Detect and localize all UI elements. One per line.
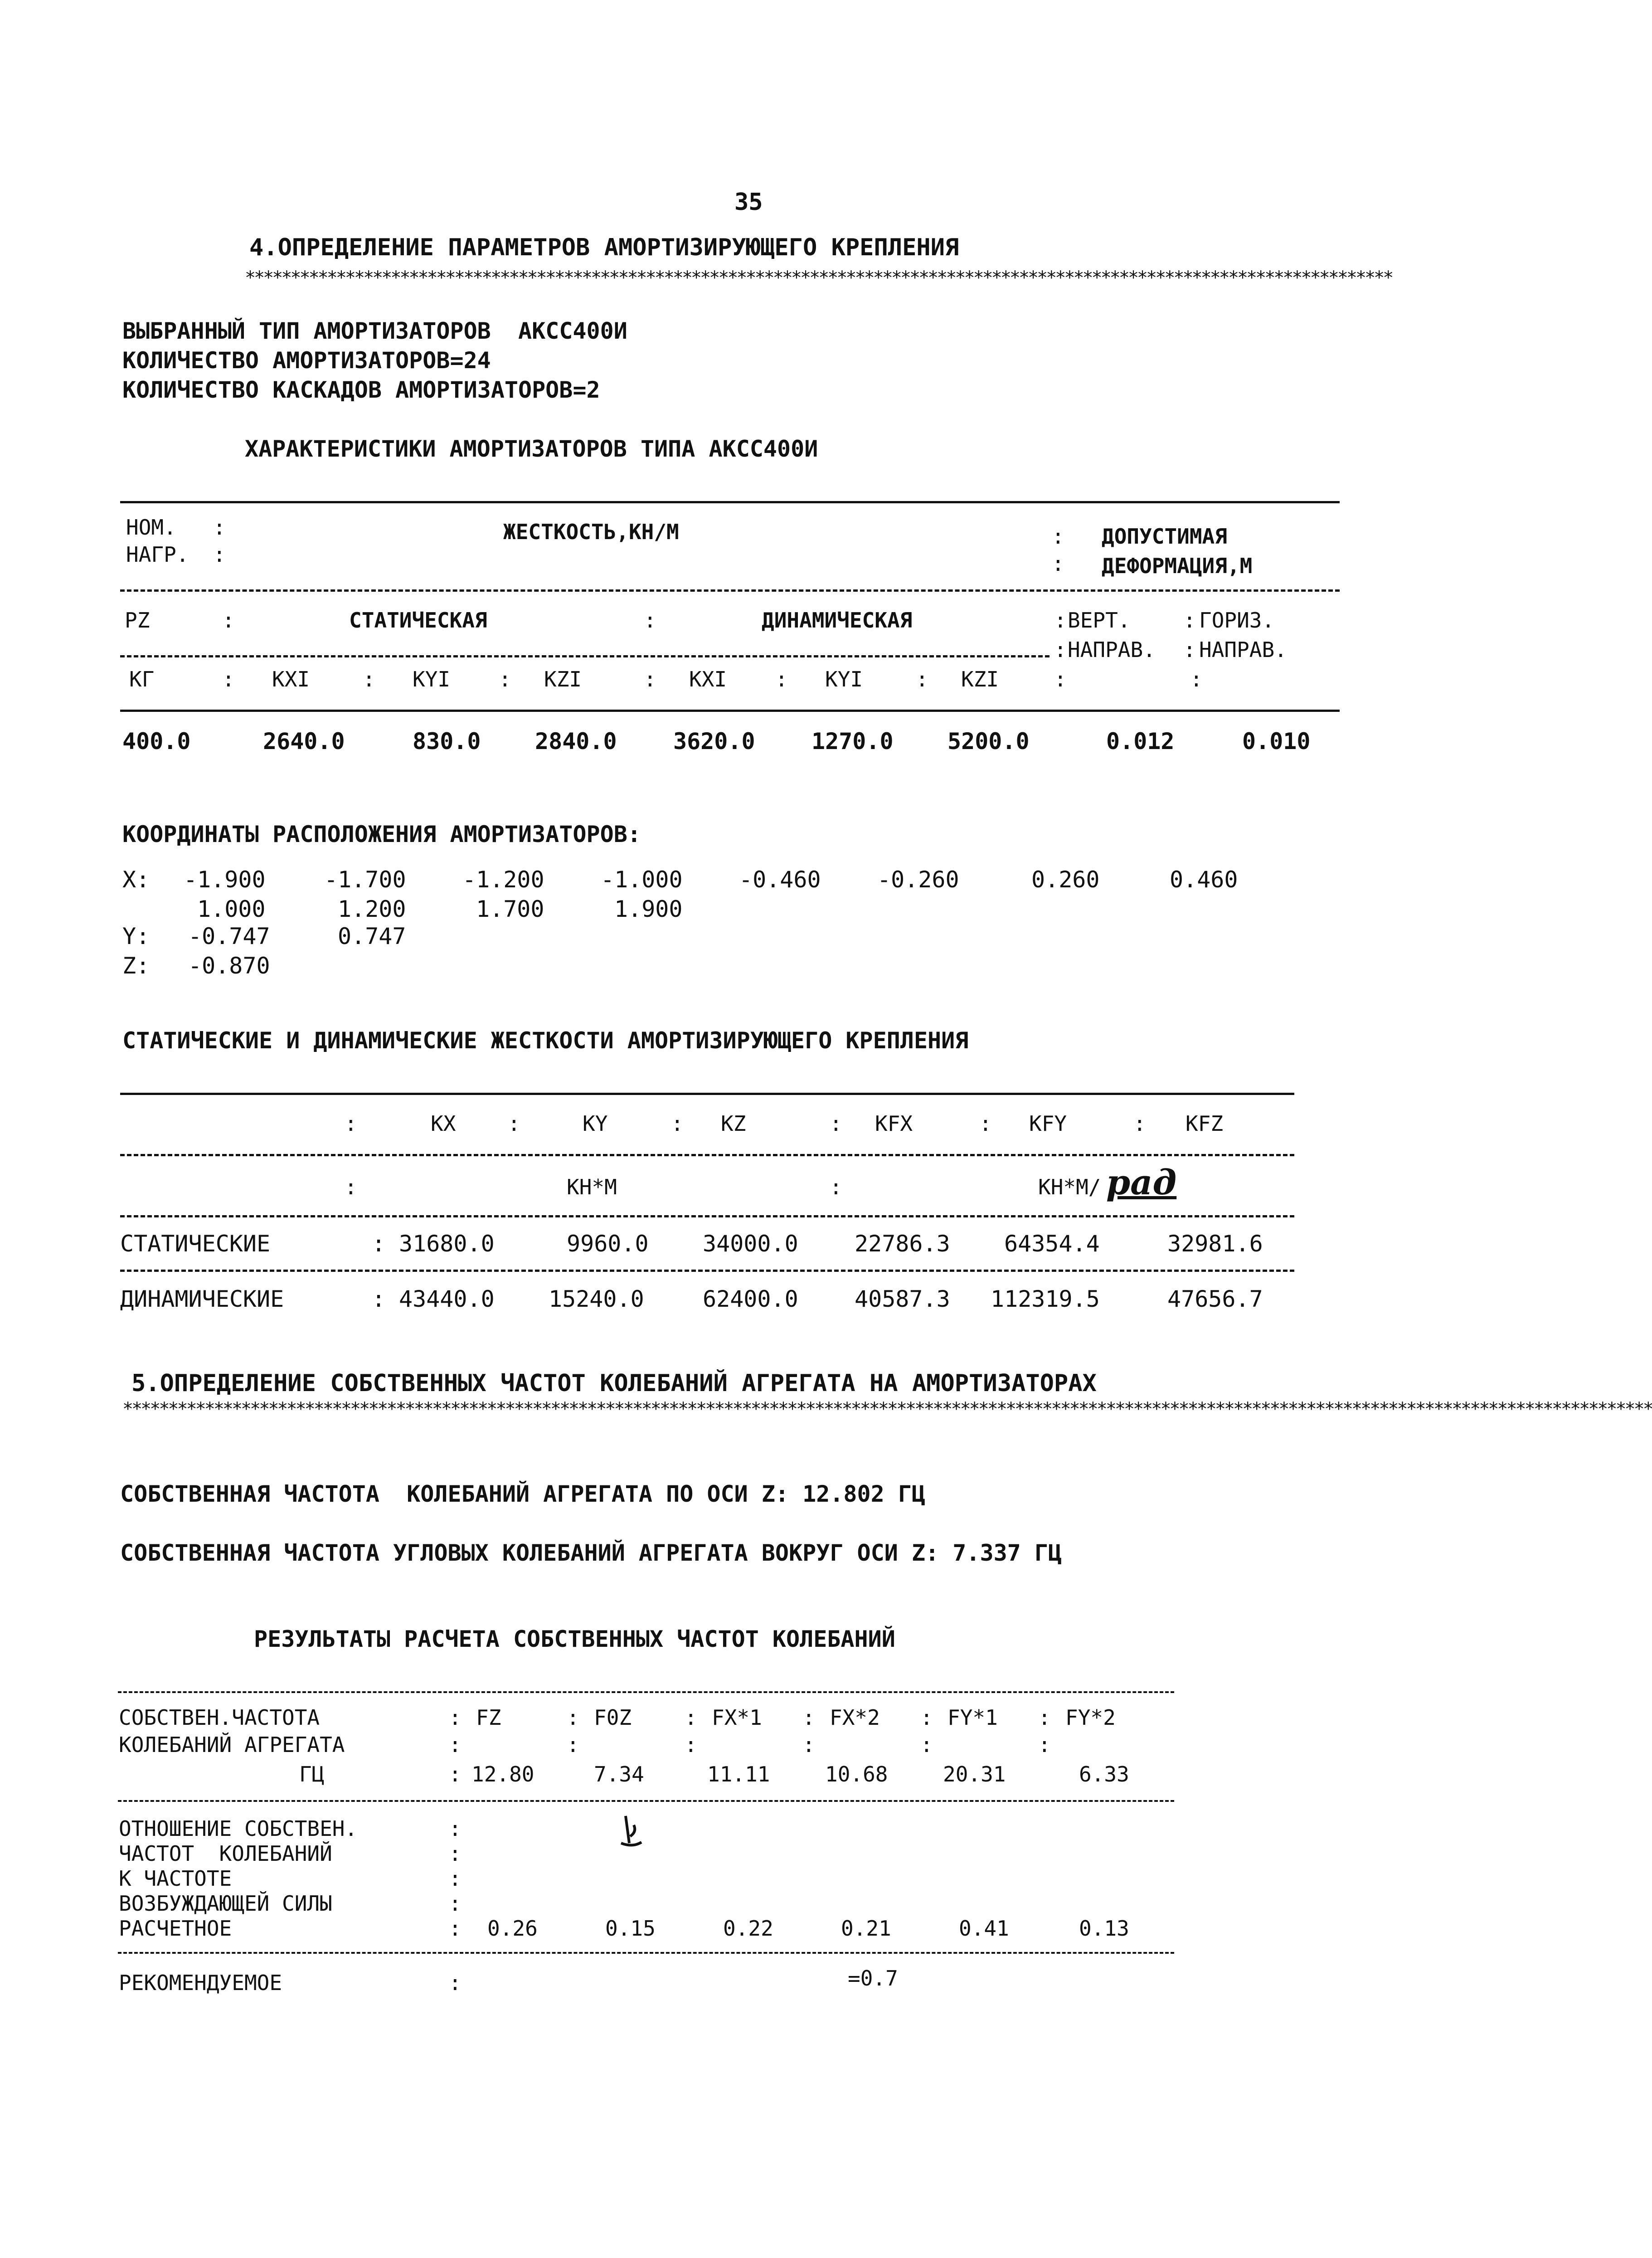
t3-ratio-f0z: 0.15 — [605, 1916, 656, 1941]
t1-sep: : — [1054, 608, 1067, 633]
t2-sep: : — [372, 1286, 386, 1312]
t3-ratio-label-4: ВОЗБУЖДАЮЩЕЙ СИЛЫ — [119, 1891, 332, 1916]
t3-rule-2 — [118, 1800, 1174, 1802]
natural-freq-z: СОБСТВЕННАЯ ЧАСТОТА КОЛЕБАНИЙ АГРЕГАТА ПО ОСИ Z: 12.802 ГЦ — [120, 1481, 926, 1507]
t3-freq-fy2: 6.33 — [1079, 1762, 1129, 1786]
t1-val-kx-static: 2640.0 — [263, 728, 345, 754]
t3-sep: : — [449, 1916, 462, 1941]
t1-sep: : — [222, 608, 235, 633]
t1-sep: : — [499, 667, 511, 691]
t1-allowable-header: ДОПУСТИМАЯ — [1102, 524, 1227, 549]
t1-val-vert: 0.012 — [1106, 728, 1175, 754]
coord-y: 0.747 — [338, 923, 406, 949]
characteristics-title: ХАРАКТЕРИСТИКИ АМОРТИЗАТОРОВ ТИПА АКСС400И — [245, 436, 818, 462]
t3-ratio-fx1: 0.22 — [723, 1916, 773, 1941]
t2-sep: : — [508, 1111, 520, 1136]
t1-static-header: СТАТИЧЕСКАЯ — [349, 608, 487, 633]
t3-sep: : — [449, 1866, 462, 1891]
coords-title: КООРДИНАТЫ РАСПОЛОЖЕНИЯ АМОРТИЗАТОРОВ: — [122, 821, 641, 847]
t2-unit-handwritten: рад — [1106, 1162, 1177, 1202]
t2-sep: : — [671, 1111, 684, 1136]
t1-sep: : — [1052, 524, 1064, 549]
handwritten-mark-icon — [617, 1811, 648, 1852]
t3-sep: : — [449, 1762, 462, 1786]
t1-sep: : — [644, 667, 656, 691]
t2-sep: : — [345, 1175, 357, 1199]
t1-kx2: KXI — [689, 667, 727, 691]
coords-z-label: Z: — [122, 953, 150, 979]
page-number: 35 — [734, 189, 763, 216]
t1-nom-label: НОМ. — [126, 515, 176, 540]
t3-ratio-label-1: ОТНОШЕНИЕ СОБСТВЕН. — [119, 1816, 358, 1841]
section4-title: 4.ОПРЕДЕЛЕНИЕ ПАРАМЕТРОВ АМОРТИЗИРУЮЩЕГО КРЕПЛЕНИЯ — [249, 234, 959, 261]
t3-ratio-label-2: ЧАСТОТ КОЛЕБАНИЙ — [119, 1841, 332, 1866]
t2-static-kfy: 64354.4 — [1004, 1231, 1100, 1257]
t2-rule-3 — [120, 1215, 1294, 1217]
coord-y: -0.747 — [188, 923, 270, 949]
coords-x-label: X: — [122, 866, 150, 893]
t1-sep: : — [775, 667, 788, 691]
t2-header-kfy: KFY — [1029, 1111, 1067, 1136]
table1-top-rule — [120, 501, 1340, 503]
t3-ratio-fy2: 0.13 — [1079, 1916, 1129, 1941]
t2-dynamic-kfz: 47656.7 — [1167, 1286, 1263, 1312]
t2-static-kz: 34000.0 — [703, 1231, 798, 1257]
t1-sep: : — [1054, 667, 1067, 691]
t1-val-ky-dynamic: 1270.0 — [811, 728, 894, 754]
t3-sep: : — [685, 1732, 697, 1757]
t1-sep: : — [1183, 608, 1196, 633]
t3-header-fz: FZ — [476, 1705, 501, 1730]
t2-unit-angular: КН*М/ — [1038, 1175, 1101, 1199]
t3-sep: : — [920, 1705, 933, 1730]
t3-freq-fx2: 10.68 — [825, 1762, 888, 1786]
t3-row-label-2: КОЛЕБАНИЙ АГРЕГАТА — [119, 1732, 345, 1757]
t1-kg-label: КГ — [129, 667, 155, 691]
t1-sep: : — [222, 667, 235, 691]
t3-freq-fy1: 20.31 — [943, 1762, 1006, 1786]
t2-static-kfx: 22786.3 — [855, 1231, 950, 1257]
t2-header-kfz: KFZ — [1186, 1111, 1224, 1136]
t1-hor-dir: НАПРАВ. — [1199, 637, 1287, 662]
t3-header-fy2: FY*2 — [1065, 1705, 1116, 1730]
coord-x: 1.900 — [614, 896, 683, 922]
coord-x: -0.260 — [877, 866, 959, 893]
t3-sep: : — [449, 1705, 462, 1730]
t3-ratio-label-5: РАСЧЕТНОЕ — [119, 1916, 232, 1941]
t1-nagr-label: НАГР. — [126, 542, 189, 567]
coord-x: -0.460 — [739, 866, 821, 893]
t1-kz2: KZI — [961, 667, 999, 691]
t3-header-fx1: FX*1 — [712, 1705, 762, 1730]
asterisk-rule-1: ****************************************************************************************************************************** — [245, 268, 1392, 288]
t1-sep: : — [213, 542, 226, 567]
t3-freq-fz: 12.80 — [471, 1762, 534, 1786]
t2-sep: : — [372, 1231, 386, 1257]
t3-ratio-fy1: 0.41 — [959, 1916, 1009, 1941]
t3-sep: : — [1038, 1732, 1051, 1757]
t1-rule-2 — [120, 589, 1340, 592]
t1-rule-4 — [120, 710, 1340, 712]
t3-rule-3 — [118, 1952, 1174, 1954]
t1-val-kz-dynamic: 5200.0 — [947, 728, 1030, 754]
t1-kz1: KZI — [544, 667, 582, 691]
coord-x: 0.460 — [1170, 866, 1238, 893]
natural-freq-angular-z: СОБСТВЕННАЯ ЧАСТОТА УГЛОВЫХ КОЛЕБАНИЙ АГРЕГАТА ВОКРУГ ОСИ Z: 7.337 ГЦ — [120, 1540, 1062, 1566]
t3-ratio-fx2: 0.21 — [841, 1916, 891, 1941]
t3-freq-f0z: 7.34 — [594, 1762, 644, 1786]
t1-sep: : — [916, 667, 928, 691]
t1-val-hor: 0.010 — [1242, 728, 1311, 754]
results-title: РЕЗУЛЬТАТЫ РАСЧЕТА СОБСТВЕННЫХ ЧАСТОТ КОЛЕБАНИЙ — [254, 1626, 895, 1652]
t2-sep: : — [830, 1111, 842, 1136]
t1-sep: : — [213, 515, 226, 540]
t3-sep: : — [449, 1891, 462, 1916]
t2-sep: : — [345, 1111, 357, 1136]
t2-sep: : — [1133, 1111, 1146, 1136]
t3-sep: : — [567, 1732, 579, 1757]
t3-recommended-value: =0.7 — [848, 1966, 898, 1990]
t3-sep: : — [920, 1732, 933, 1757]
t1-sep: : — [1054, 637, 1067, 662]
t1-rule-3 — [120, 655, 1050, 657]
info-line-count: КОЛИЧЕСТВО АМОРТИЗАТОРОВ=24 — [122, 347, 491, 374]
t3-ratio-label-3: К ЧАСТОТЕ — [119, 1866, 232, 1891]
section5-title: 5.ОПРЕДЕЛЕНИЕ СОБСТВЕННЫХ ЧАСТОТ КОЛЕБАНИЙ АГРЕГАТА НА АМОРТИЗАТОРАХ — [131, 1370, 1097, 1397]
coord-x: 1.700 — [476, 896, 544, 922]
t2-top-rule — [120, 1093, 1294, 1095]
t3-sep: : — [449, 1971, 462, 1995]
coord-x: 1.200 — [338, 896, 406, 922]
t1-hor-header: ГОРИЗ. — [1199, 608, 1275, 633]
coord-x: -1.000 — [601, 866, 683, 893]
t3-freq-fx1: 11.11 — [707, 1762, 770, 1786]
coord-z: -0.870 — [188, 953, 270, 979]
t1-sep: : — [1183, 637, 1196, 662]
t1-sep: : — [1052, 551, 1064, 576]
t3-sep: : — [449, 1816, 462, 1841]
t2-static-ky: 9960.0 — [567, 1231, 649, 1257]
t2-header-kx: KX — [431, 1111, 456, 1136]
t3-header-fx2: FX*2 — [830, 1705, 880, 1730]
t2-unit-linear: КН*М — [567, 1175, 617, 1199]
t2-dynamic-kx: 43440.0 — [399, 1286, 495, 1312]
t2-sep: : — [830, 1175, 842, 1199]
t3-header-fy1: FY*1 — [947, 1705, 998, 1730]
t3-top-rule — [118, 1691, 1174, 1693]
t1-stiffness-header: ЖЕСТКОСТЬ,КН/М — [503, 520, 679, 544]
t1-val-ky-static: 830.0 — [413, 728, 481, 754]
coord-x: -1.700 — [324, 866, 406, 893]
t1-sep: : — [644, 608, 656, 633]
t2-dynamic-ky: 15240.0 — [549, 1286, 644, 1312]
t2-sep: : — [979, 1111, 992, 1136]
t3-recommended-label: РЕКОМЕНДУЕМОЕ — [119, 1971, 282, 1995]
t2-row-static-label: СТАТИЧЕСКИЕ — [120, 1231, 271, 1257]
t3-sep: : — [685, 1705, 697, 1730]
t3-sep: : — [802, 1732, 815, 1757]
coord-x: 0.260 — [1031, 866, 1100, 893]
t1-val-kz-static: 2840.0 — [535, 728, 617, 754]
t1-deformation-header: ДЕФОРМАЦИЯ,М — [1102, 554, 1253, 578]
coords-y-label: Y: — [122, 923, 150, 949]
coord-x: 1.000 — [197, 896, 266, 922]
t2-static-kfz: 32981.6 — [1167, 1231, 1263, 1257]
t2-header-kz: KZ — [721, 1111, 746, 1136]
t1-ky2: KYI — [825, 667, 863, 691]
t2-dynamic-kfy: 112319.5 — [991, 1286, 1100, 1312]
table2-title: СТАТИЧЕСКИЕ И ДИНАМИЧЕСКИЕ ЖЕСТКОСТИ АМОРТИЗИРУЮЩЕГО КРЕПЛЕНИЯ — [122, 1027, 969, 1054]
t1-val-kx-dynamic: 3620.0 — [673, 728, 755, 754]
asterisk-rule-2: ************************************************************************************************************************************************************************ — [122, 1399, 1652, 1420]
t1-val-pz: 400.0 — [122, 728, 191, 754]
t1-vert-header: ВЕРТ. — [1068, 608, 1131, 633]
t3-row-label-3: ГЦ — [299, 1762, 325, 1786]
t2-header-kfx: KFX — [875, 1111, 913, 1136]
t2-dynamic-kfx: 40587.3 — [855, 1286, 950, 1312]
t3-row-label-1: СОБСТВЕН.ЧАСТОТА — [119, 1705, 320, 1730]
t3-sep: : — [1038, 1705, 1051, 1730]
t3-ratio-fz: 0.26 — [487, 1916, 538, 1941]
t1-ky1: KYI — [413, 667, 451, 691]
t1-sep: : — [1190, 667, 1203, 691]
t3-sep: : — [567, 1705, 579, 1730]
t2-rule-2 — [120, 1154, 1294, 1156]
t2-rule-4 — [120, 1270, 1294, 1272]
t2-header-ky: KY — [583, 1111, 608, 1136]
coord-x: -1.200 — [462, 866, 544, 893]
t3-sep: : — [802, 1705, 815, 1730]
t3-header-f0z: F0Z — [594, 1705, 632, 1730]
t3-sep: : — [449, 1841, 462, 1866]
t1-vert-dir: НАПРАВ. — [1068, 637, 1156, 662]
t1-dynamic-header: ДИНАМИЧЕСКАЯ — [762, 608, 913, 633]
t2-dynamic-kz: 62400.0 — [703, 1286, 798, 1312]
t1-sep: : — [363, 667, 375, 691]
info-line-cascades: КОЛИЧЕСТВО КАСКАДОВ АМОРТИЗАТОРОВ=2 — [122, 377, 600, 403]
info-line-type: ВЫБРАННЫЙ ТИП АМОРТИЗАТОРОВ АКСС400И — [122, 318, 627, 344]
t1-kx1: KXI — [272, 667, 310, 691]
coord-x: -1.900 — [184, 866, 266, 893]
t2-static-kx: 31680.0 — [399, 1231, 495, 1257]
t3-sep: : — [449, 1732, 462, 1757]
t1-pz-label: PZ — [125, 608, 150, 633]
t2-row-dynamic-label: ДИНАМИЧЕСКИЕ — [120, 1286, 284, 1312]
